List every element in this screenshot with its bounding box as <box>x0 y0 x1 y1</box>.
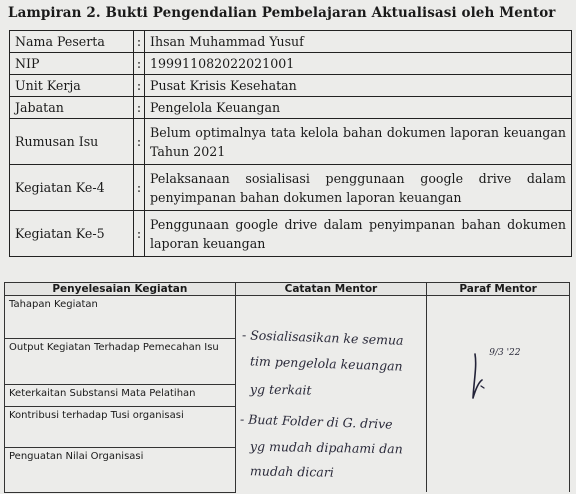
info-label: Kegiatan Ke-5 <box>10 211 134 257</box>
info-separator: : <box>134 97 145 119</box>
stage-label: Tahapan Kegiatan <box>5 296 236 339</box>
mentor-notes-cell <box>235 296 427 493</box>
info-value: 199911082022021001 <box>145 53 572 75</box>
info-row-kegiatan-4 <box>10 165 572 211</box>
info-label: Nama Peserta <box>10 31 134 53</box>
participant-info-table <box>9 30 572 257</box>
info-value: Penggunaan google drive dalam penyimpanan bahan dokumen laporan keuangan <box>145 211 572 257</box>
info-row-nama <box>10 31 572 53</box>
header-catatan-mentor: Catatan Mentor <box>235 283 427 296</box>
mentor-note-line: tim pengelola keuangan <box>249 353 403 374</box>
info-row-kegiatan-5 <box>10 211 572 257</box>
stage-label: Keterkaitan Substansi Mata Pelatihan <box>5 385 236 407</box>
mentor-note-line: yg terkait <box>249 381 312 398</box>
mentor-note-line: yg mudah dipahami dan <box>249 438 403 457</box>
document-title: Lampiran 2. Bukti Pengendalian Pembelajaran Aktualisasi oleh Mentor <box>8 5 556 21</box>
info-label: NIP <box>10 53 134 75</box>
info-label: Unit Kerja <box>10 75 134 97</box>
info-separator: : <box>134 119 145 165</box>
stage-label: Kontribusi terhadap Tusi organisasi <box>5 407 236 448</box>
header-penyelesaian-kegiatan: Penyelesaian Kegiatan <box>5 283 236 296</box>
mentor-note-line: mudah dicari <box>249 463 334 480</box>
info-separator: : <box>134 165 145 211</box>
paraf-date: 9/3 '22 <box>489 348 521 358</box>
info-value: Pengelola Keuangan <box>145 97 572 119</box>
info-row-unit-kerja <box>10 75 572 97</box>
info-value: Belum optimalnya tata kelola bahan dokumen laporan keuangan Tahun 2021 <box>145 119 572 165</box>
info-value: Pusat Krisis Kesehatan <box>145 75 572 97</box>
info-separator: : <box>134 211 145 257</box>
info-row-jabatan <box>10 97 572 119</box>
info-separator: : <box>134 75 145 97</box>
info-label: Kegiatan Ke-4 <box>10 165 134 211</box>
paraf-cell <box>427 296 570 493</box>
info-value: Ihsan Muhammad Yusuf <box>145 31 572 53</box>
activity-table <box>4 282 570 493</box>
info-label: Rumusan Isu <box>10 119 134 165</box>
activity-header-row <box>5 283 570 296</box>
mentor-note-line: - Sosialisasikan ke semua <box>241 327 404 348</box>
stage-label: Penguatan Nilai Organisasi <box>5 447 236 492</box>
info-row-nip <box>10 53 572 75</box>
info-separator: : <box>134 31 145 53</box>
stage-label: Output Kegiatan Terhadap Pemecahan Isu <box>5 338 236 385</box>
info-separator: : <box>134 53 145 75</box>
info-row-rumusan-isu <box>10 119 572 165</box>
header-paraf-mentor: Paraf Mentor <box>427 283 570 296</box>
activity-row <box>5 296 570 339</box>
info-label: Jabatan <box>10 97 134 119</box>
info-value: Pelaksanaan sosialisasi penggunaan google drive dalam penyimpanan bahan dokumen laporan keuangan <box>145 165 572 211</box>
mentor-note-line: - Buat Folder di G. drive <box>239 411 393 432</box>
